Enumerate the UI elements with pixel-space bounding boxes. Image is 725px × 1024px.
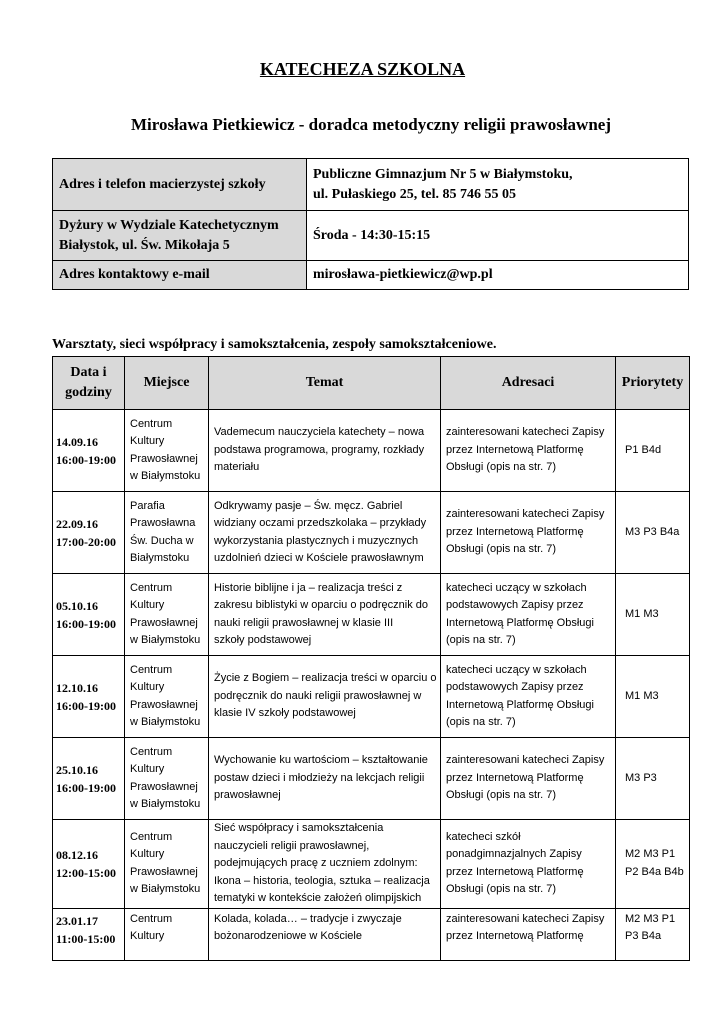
cell-date-day: 14.09.16 — [56, 434, 98, 449]
header-topic: Temat — [209, 357, 441, 410]
page-subtitle: Mirosława Pietkiewicz - doradca metodyczny religii prawosławnej — [130, 115, 611, 134]
info-row-email — [53, 261, 689, 290]
info-value-line: ul. Pułaskiego 25, tel. 85 746 55 05 — [313, 186, 517, 202]
cell-topic — [209, 820, 441, 909]
cell-topic-line: szkoły podstawowej — [214, 634, 312, 646]
cell-priorities — [616, 492, 690, 574]
cell-date-time: 16:00-19:00 — [56, 616, 116, 631]
cell-topic-line: wykorzystania plastycznych i muzycznych — [214, 534, 419, 547]
header-audience: Adresaci — [441, 357, 616, 410]
cell-place-line: Prawosławnej — [130, 780, 198, 793]
cell-date-time: 17:00-20:00 — [56, 534, 116, 549]
cell-audience — [441, 492, 616, 574]
cell-place-line: Prawosławnej — [130, 616, 198, 629]
header-priorities: Priorytety — [616, 357, 690, 410]
cell-date — [53, 738, 125, 820]
cell-audience-line: Obsługi (opis na str. 7) — [446, 883, 557, 896]
cell-topic-line: nauki religii prawosławnej w klasie III — [214, 616, 394, 629]
cell-topic — [209, 908, 441, 960]
cell-audience-line: katecheci szkół — [446, 830, 521, 843]
cell-topic-line: Życie z Bogiem – realizacja treści w oparciu o — [214, 672, 437, 685]
table-row — [53, 574, 690, 656]
info-label-line: Białystok, ul. Św. Mikołaja 5 — [59, 237, 230, 253]
cell-topic-line: Vademecum nauczyciela katechety – nowa — [214, 426, 425, 439]
header-date — [53, 357, 125, 410]
cell-place-line: w Białymstoku — [130, 716, 201, 728]
cell-audience-line: Internetową Platformę Obsługi — [446, 616, 594, 629]
cell-date-time: 16:00-19:00 — [56, 698, 116, 713]
cell-priorities-line: P2 B4a B4b — [625, 865, 684, 878]
cell-topic-line: tematyki w kontekście założeń olimpijskich — [214, 892, 422, 904]
cell-priorities — [616, 574, 690, 656]
cell-priorities-line: P3 B4a — [625, 930, 662, 942]
cell-audience-line: podstawowych Zapisy przez — [446, 599, 584, 611]
cell-place-line: Białymstoku — [130, 552, 190, 564]
cell-audience-line: przez Internetową Platformę — [446, 443, 584, 456]
cell-audience-line: katecheci uczący w szkołach — [446, 663, 587, 676]
cell-topic — [209, 492, 441, 574]
header-date-line: Data i — [70, 365, 107, 380]
cell-audience-line: przez Internetową Platformę — [446, 930, 584, 942]
cell-audience-line: Obsługi (opis na str. 7) — [446, 789, 557, 802]
cell-audience — [441, 656, 616, 738]
table-row — [53, 908, 690, 960]
table-row — [53, 410, 690, 492]
cell-topic-line: Odkrywamy pasje – Św. męcz. Gabriel — [214, 499, 403, 512]
cell-audience-line: katecheci uczący w szkołach — [446, 581, 587, 594]
cell-place-line: Kultury — [130, 763, 165, 775]
header-date-line: godziny — [65, 385, 112, 400]
cell-place-line: w Białymstoku — [130, 798, 201, 810]
page-title: KATECHEZA SZKOLNA — [259, 59, 466, 79]
cell-date-time: 12:00-15:00 — [56, 865, 116, 880]
cell-place — [125, 820, 209, 909]
info-label-school-address: Adres i telefon macierzystej szkoły — [53, 159, 307, 211]
cell-date — [53, 908, 125, 960]
cell-topic-line: widziany oczami przedszkolaka – przykłady — [214, 517, 427, 529]
cell-topic-line: nauczycieli religii prawosławnej, — [214, 839, 370, 852]
cell-audience — [441, 574, 616, 656]
cell-date — [53, 574, 125, 656]
cell-audience — [441, 908, 616, 960]
cell-place — [125, 574, 209, 656]
cell-place-line: Św. Ducha w — [130, 534, 194, 547]
cell-date-day: 23.01.17 — [56, 913, 98, 928]
cell-topic-line: Historie biblijne i ja – realizacja treści z — [214, 581, 403, 594]
info-value-line: Publiczne Gimnazjum Nr 5 w Białymstoku, — [313, 166, 573, 182]
cell-audience — [441, 738, 616, 820]
header-place: Miejsce — [125, 357, 209, 410]
cell-place — [125, 492, 209, 574]
cell-audience-line: podstawowych Zapisy przez — [446, 681, 584, 693]
info-value-school-address — [307, 159, 689, 211]
cell-priorities-line: M1 M3 — [625, 607, 659, 620]
cell-place — [125, 656, 209, 738]
cell-place-line: Centrum — [130, 417, 173, 430]
cell-place-line: Kultury — [130, 435, 165, 447]
cell-audience-line: zainteresowani katecheci Zapisy — [446, 912, 605, 925]
schedule-body — [53, 410, 690, 961]
cell-place-line: Kultury — [130, 599, 165, 611]
cell-place — [125, 410, 209, 492]
cell-topic-line: podstawa programowa, programy, rozkłady — [214, 443, 425, 456]
cell-date — [53, 656, 125, 738]
cell-topic — [209, 656, 441, 738]
contact-info-table — [52, 158, 689, 290]
cell-priorities — [616, 656, 690, 738]
cell-priorities — [616, 820, 690, 909]
cell-place-line: Prawosławnej — [130, 865, 198, 878]
table-row — [53, 656, 690, 738]
cell-date-day: 22.09.16 — [56, 516, 98, 531]
cell-audience-line: przez Internetową Platformę — [446, 525, 584, 538]
info-label-line: Dyżury w Wydziale Katechetycznym — [59, 217, 279, 233]
cell-audience — [441, 820, 616, 909]
cell-date-time: 16:00-19:00 — [56, 780, 116, 795]
cell-topic-line: Kolada, kolada… – tradycje i zwyczaje — [214, 912, 402, 925]
info-value-email: mirosława-pietkiewicz@wp.pl — [307, 261, 689, 290]
table-row — [53, 820, 690, 909]
cell-topic-line: Ikona – historia, teologia, sztuka – realizacja — [214, 874, 430, 887]
cell-place-line: w Białymstoku — [130, 470, 201, 482]
cell-topic — [209, 738, 441, 820]
cell-date-day: 05.10.16 — [56, 598, 98, 613]
cell-place-line: Centrum — [130, 745, 173, 758]
cell-place-line: Centrum — [130, 830, 173, 843]
cell-date-day: 08.12.16 — [56, 847, 98, 862]
cell-date — [53, 492, 125, 574]
table-row — [53, 738, 690, 820]
cell-place-line: Parafia — [130, 499, 165, 512]
cell-place — [125, 908, 209, 960]
cell-audience-line: zainteresowani katecheci Zapisy — [446, 754, 605, 767]
cell-place-line: w Białymstoku — [130, 634, 201, 646]
cell-topic-line: prawosławnej — [214, 789, 281, 802]
cell-topic-line: zakresu biblistyki w oparciu o podręcznik do — [214, 599, 428, 611]
cell-topic-line: podręcznik do nauki religii prawosławnej w — [214, 689, 422, 702]
cell-audience-line: ponadgimnazjalnych Zapisy — [446, 848, 582, 861]
info-label-email: Adres kontaktowy e-mail — [53, 261, 307, 290]
cell-topic-line: uzdolnień dzieci w Kościele prawosławnym — [214, 552, 424, 564]
cell-place-line: Kultury — [130, 930, 165, 942]
cell-date-time: 16:00-19:00 — [56, 452, 116, 467]
table-row — [53, 492, 690, 574]
cell-priorities — [616, 410, 690, 492]
cell-place — [125, 738, 209, 820]
cell-audience-line: Obsługi (opis na str. 7) — [446, 461, 557, 474]
cell-audience-line: Obsługi (opis na str. 7) — [446, 543, 557, 556]
cell-place-line: Centrum — [130, 663, 173, 676]
cell-date — [53, 820, 125, 909]
cell-audience-line: (opis na str. 7) — [446, 716, 516, 728]
cell-date-day: 25.10.16 — [56, 762, 98, 777]
section-heading: Warsztaty, sieci współpracy i samokształcenia, zespoły samokształceniowe. — [52, 337, 497, 352]
cell-date-day: 12.10.16 — [56, 680, 98, 695]
cell-audience-line: przez Internetową Platformę — [446, 771, 584, 784]
cell-audience-line: (opis na str. 7) — [446, 634, 516, 646]
cell-topic-line: podejmujących pracę z uczniem zdolnym: — [214, 857, 418, 869]
cell-place-line: Kultury — [130, 848, 165, 861]
cell-priorities — [616, 738, 690, 820]
cell-place-line: Prawosławna — [130, 517, 196, 529]
cell-audience-line: zainteresowani katecheci Zapisy — [446, 426, 605, 439]
cell-topic-line: materiału — [214, 461, 260, 474]
cell-priorities — [616, 908, 690, 960]
cell-date-time: 11:00-15:00 — [56, 931, 116, 946]
info-value-duty-hours: Środa - 14:30-15:15 — [307, 211, 689, 261]
schedule-header-row — [53, 357, 690, 410]
cell-priorities-line: M2 M3 P1 — [625, 848, 676, 861]
cell-priorities-line: P1 B4d — [625, 443, 662, 456]
cell-topic-line: bożonarodzeniowe w Kościele — [214, 930, 362, 942]
cell-topic — [209, 410, 441, 492]
cell-priorities-line: M3 P3 — [625, 771, 657, 784]
cell-audience-line: przez Internetową Platformę — [446, 865, 584, 878]
cell-place-line: w Białymstoku — [130, 883, 201, 896]
cell-audience-line: Internetową Platformę Obsługi — [446, 698, 594, 711]
cell-priorities-line: M1 M3 — [625, 689, 659, 702]
cell-date — [53, 410, 125, 492]
cell-place-line: Prawosławnej — [130, 452, 198, 465]
info-row-duty-hours — [53, 211, 689, 261]
cell-place-line: Centrum — [130, 581, 173, 594]
info-label-duty-hours — [53, 211, 307, 261]
info-row-school-address — [53, 159, 689, 211]
cell-topic-line: Wychowanie ku wartościom – kształtowanie — [214, 754, 428, 767]
cell-topic-line: klasie IV szkoły podstawowej — [214, 707, 356, 720]
cell-audience-line: zainteresowani katecheci Zapisy — [446, 508, 605, 521]
cell-priorities-line: M3 P3 B4a — [625, 525, 680, 538]
cell-topic-line: Sieć współpracy i samokształcenia — [214, 822, 384, 834]
workshop-schedule-table — [52, 356, 690, 961]
cell-audience — [441, 410, 616, 492]
cell-priorities-line: M2 M3 P1 — [625, 912, 676, 925]
cell-topic — [209, 574, 441, 656]
cell-place-line: Kultury — [130, 681, 165, 693]
cell-place-line: Prawosławnej — [130, 698, 198, 711]
cell-topic-line: postaw dzieci i młodzieży na lekcjach religii — [214, 771, 425, 784]
cell-place-line: Centrum — [130, 912, 173, 925]
